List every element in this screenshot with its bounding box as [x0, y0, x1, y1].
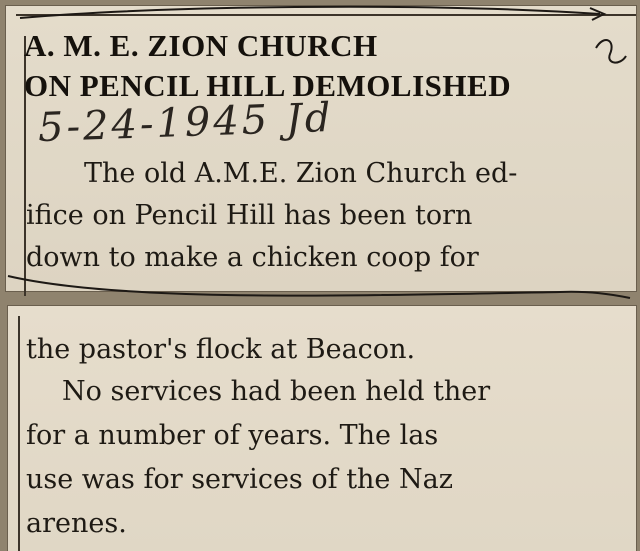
article-body-line: the pastor's flock at Beacon. [26, 334, 416, 365]
pen-stroke-bottom [0, 272, 640, 312]
article-body-line: ifice on Pencil Hill has been torn [26, 200, 473, 231]
column-rule-left-bottom [18, 316, 20, 551]
article-body-line: down to make a chicken coop for [26, 242, 479, 273]
headline-line-2: ON PENCIL HILL DEMOLISHED [24, 68, 512, 103]
article-body-line: No services had been held ther [62, 376, 491, 407]
article-body-line: for a number of years. The las [26, 420, 439, 451]
article-body-line: use was for services of the Naz [26, 464, 453, 495]
handwritten-date-annotation: 5-24-1945 Jd [37, 94, 335, 152]
pen-stroke-top [0, 0, 640, 30]
pen-stroke-right [592, 26, 632, 96]
headline-line-1: A. M. E. ZION CHURCH [24, 28, 378, 63]
article-body-line: The old A.M.E. Zion Church ed- [84, 158, 518, 189]
article-body-line: arenes. [26, 508, 127, 539]
